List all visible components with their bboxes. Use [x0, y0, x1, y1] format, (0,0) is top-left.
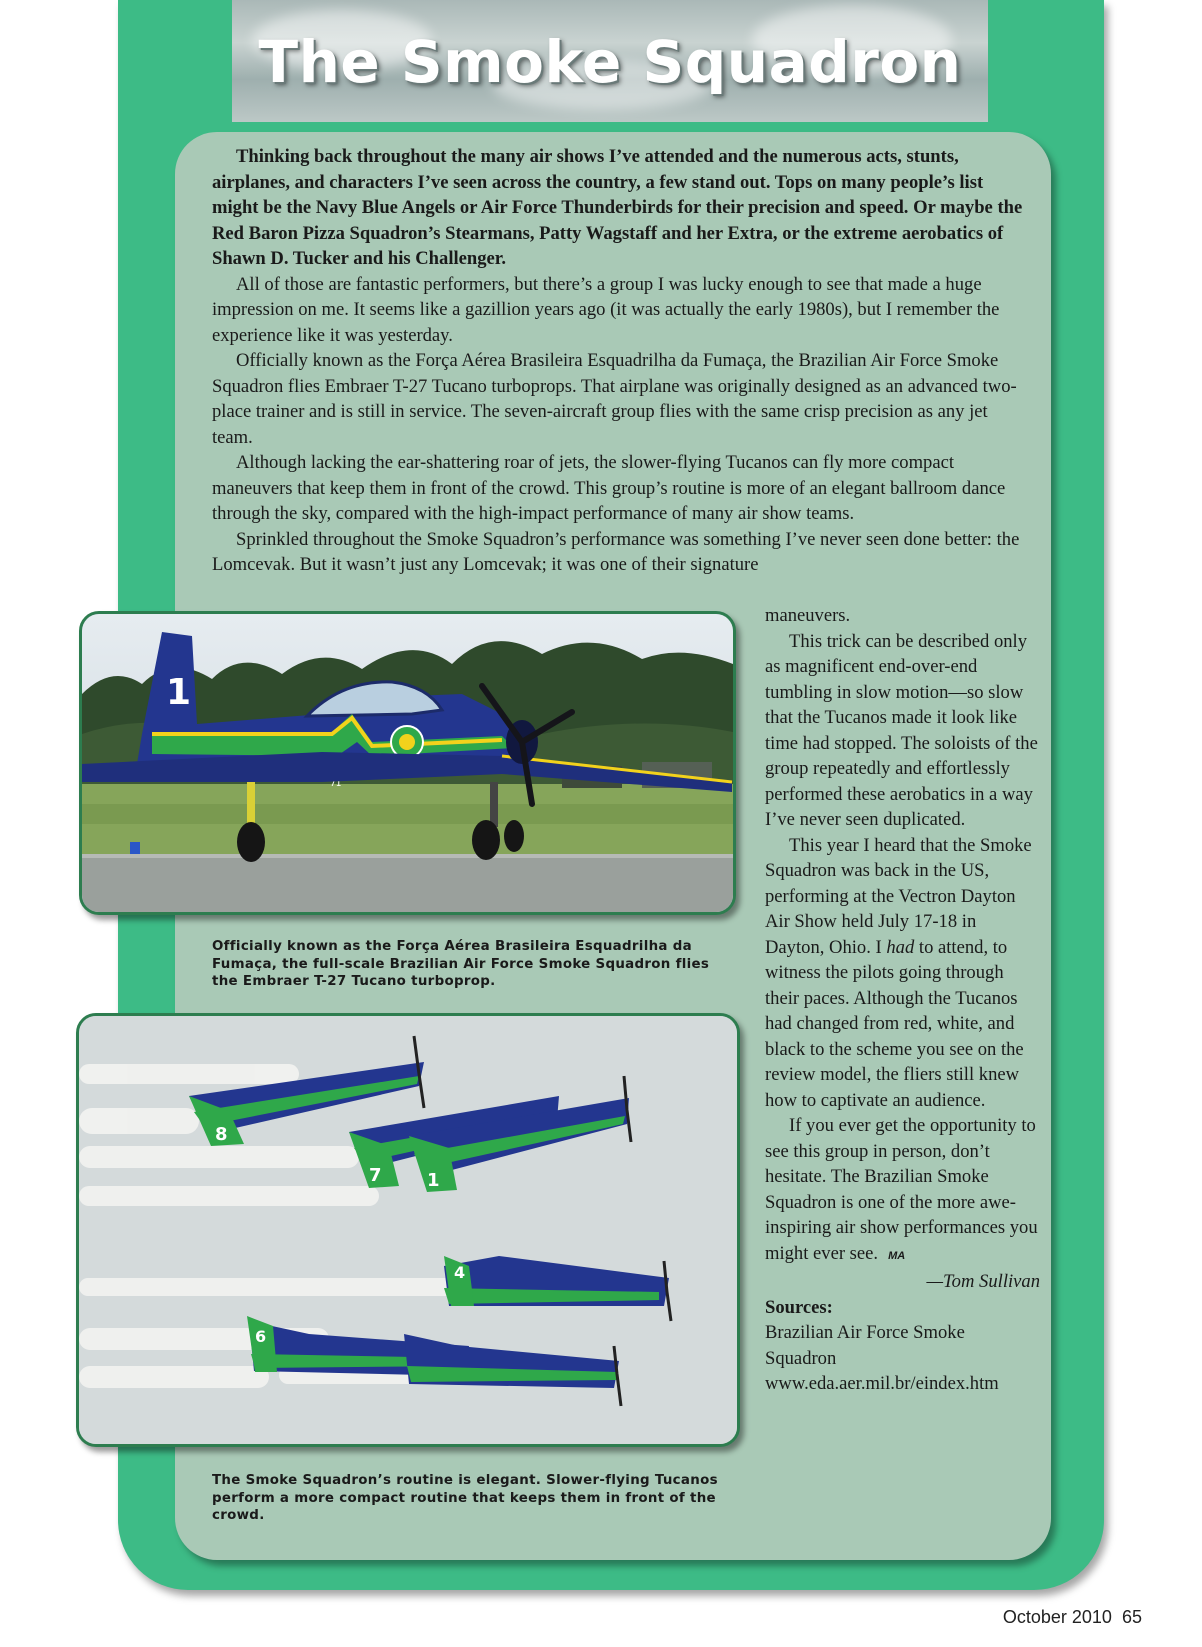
- paragraph: Officially known as the Força Aérea Brasileira Esquadrilha da Fumaça, the Brazilian Air Force Smoke Squadron flies Embraer T-27 Tucano turboprops. That airplane was originally designed as an advanced two-place trainer and is still in service. The seven-aircraft group flies with the same crisp precision as any jet team.: [212, 350, 1017, 448]
- source-url: www.eda.aer.mil.br/eindex.htm: [765, 1373, 999, 1394]
- end-mark: MA: [888, 1249, 906, 1262]
- nose-number: 71: [330, 779, 342, 789]
- paragraph: All of those are fantastic performers, but there’s a group I was lucky enough to see that made a huge impression on me. It seems like a gazillion years ago (it was actually the early 1980s), but I remember the experience like it was yesterday.: [212, 273, 1000, 346]
- paragraph: If you ever get the opportunity to see this group in person, don’t hesitate. The Brazilian Smoke Squadron is one of the more awe-inspiring air show performances you might ever see. MA: [765, 1115, 1038, 1264]
- page-title: The Smoke Squadron: [258, 28, 962, 96]
- paragraph-intro: Thinking back throughout the many air shows I’ve attended and the numerous acts, stunts, airplanes, and characters I’ve seen across the country, a few stand out. Tops on many people’s list might be the Navy Blue Angels or Air Force Thunderbirds for their precision and speed. Or maybe the Red Baron Pizza Squadron’s Stearmans, Patty Wagstaff and her Extra, or the extreme aerobatics of Shawn D. Tucker and his Challenger.: [212, 146, 1023, 269]
- issue-date: October 2010: [1002, 1607, 1112, 1627]
- source-name: Brazilian Air Force Smoke Squadron: [765, 1322, 965, 1369]
- tucano-runway-illustration: [82, 614, 733, 912]
- paragraph: This trick can be described only as magnificent end-over-end tumbling in slow motion—so slow that the Tucanos made it look like time had stopped. The soloists of the group repeatedly and effortlessly performed these aerobatics in a way I’ve never seen duplicated.: [765, 630, 1038, 830]
- paragraph: Although lacking the ear-shattering roar of jets, the slower-flying Tucanos can fly more compact maneuvers that keep them in front of the crowd. This group’s routine is more of an elegant ballroom dance through the sky, compared with the high-impact performance of many air show teams.: [212, 452, 1006, 524]
- paragraph-continuation: maneuvers.: [765, 605, 851, 626]
- svg-text:7: 7: [369, 1165, 382, 1186]
- formation-illustration: [79, 1016, 737, 1444]
- tail-number: 1: [166, 672, 192, 713]
- svg-text:6: 6: [255, 1327, 267, 1346]
- svg-text:4: 4: [454, 1263, 466, 1282]
- photo1-caption: Officially known as the Força Aérea Brasileira Esquadrilha da Fumaça, the full-scale Brazilian Air Force Smoke Squadron flies the Embraer T-27 Tucano turboprop.: [212, 939, 710, 989]
- page-footer: [1003, 1607, 1142, 1628]
- svg-text:1: 1: [427, 1170, 440, 1191]
- paragraph: This year I heard that the Smoke Squadron was back in the US, performing at the Vectron Dayton Air Show held July 17-18 in Dayton, Ohio. I had to attend, to witness the pilots going through their paces. Although the Tucanos had changed from red, white, and black to the scheme you see on the review model, the fliers still knew how to captivate an audience.: [765, 834, 1032, 1111]
- article-body: [212, 144, 1032, 578]
- photo2-caption: The Smoke Squadron’s routine is elegant. Slower-flying Tucanos perform a more compact routine that keeps them in front of the crowd.: [212, 1473, 718, 1523]
- page-number: 65: [1121, 1607, 1142, 1627]
- formation-photo: [76, 1013, 740, 1447]
- svg-text:8: 8: [215, 1124, 228, 1145]
- paragraph: Sprinkled throughout the Smoke Squadron’s performance was something I’ve never seen done better: the Lomcevak. But it wasn’t just any Lomcevak; it was one of their signature: [212, 528, 1020, 575]
- tucano-runway-photo: [79, 611, 736, 915]
- byline: —Tom Sullivan: [926, 1271, 1040, 1292]
- title-banner: [232, 0, 988, 122]
- article-column: [765, 603, 1040, 1397]
- sources-heading: Sources:: [765, 1296, 833, 1318]
